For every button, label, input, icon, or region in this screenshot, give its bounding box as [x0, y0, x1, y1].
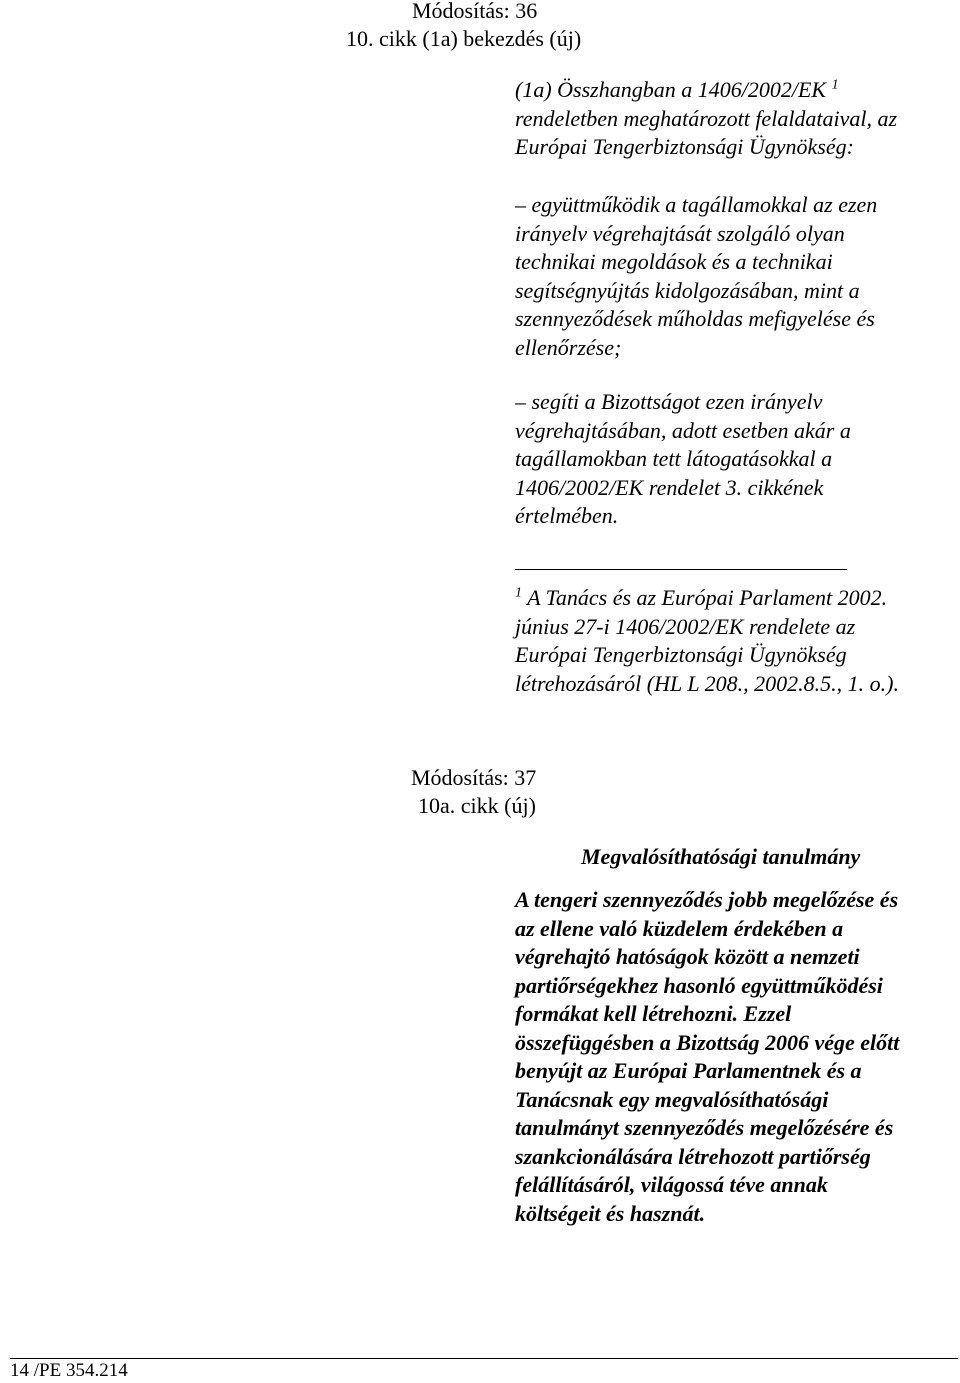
amendment-36-heading: Módosítás: 36: [412, 0, 538, 23]
footnote-line: A Tanács és az Európai Parlament 2002.: [527, 585, 888, 610]
item1-line: szennyeződések műholdas mefigyelése és: [515, 306, 875, 331]
intro-line-3: Európai Tengerbiztonsági Ügynökség:: [515, 134, 854, 159]
body-line: szankcionálására létrehozott partiőrség: [515, 1143, 871, 1169]
item1-line: technikai megoldások és a technikai: [515, 249, 833, 274]
footnote-number: 1: [515, 585, 522, 601]
body-line: A tengeri szennyeződés jobb megelőzése és: [515, 887, 899, 912]
footnote-line: Európai Tengerbiztonsági Ügynökség: [515, 642, 847, 667]
intro-line-1: (1a) Összhangban a 1406/2002/EK: [515, 77, 827, 102]
item1-line: ellenőrzése;: [515, 334, 622, 360]
amendment-37-article: 10a. cikk (új): [418, 793, 536, 818]
item1-line: irányelv végrehajtását szolgáló olyan: [515, 220, 845, 246]
item2-line: tagállamokban tett látogatásokkal a: [515, 446, 833, 471]
body-line: formákat kell létrehozni. Ezzel: [515, 1001, 792, 1026]
body-line: benyújt az Európai Parlamentnek és a: [515, 1058, 862, 1083]
amendment-37-title: Megvalósíthatósági tanulmány: [581, 844, 861, 869]
footnote: [515, 584, 899, 698]
item2-line: végrehajtásában, adott esetben akár a: [515, 417, 851, 443]
amendment-36-item-2: [515, 388, 851, 531]
item2-line: értelmében.: [515, 503, 619, 528]
footnote-line: június 27-i 1406/2002/EK rendelete az: [515, 613, 856, 639]
item1-line: segítségnyújtás kidolgozásában, mint a: [515, 277, 860, 303]
body-line: összefüggésben a Bizottság 2006 vége előtt: [515, 1029, 900, 1055]
footnote-line: létrehozásáról (HL L 208., 2002.8.5., 1. o.).: [515, 670, 900, 696]
amendment-36-intro: [515, 76, 897, 162]
amendment-37-heading: Módosítás: 37: [411, 765, 537, 790]
amendment-36-item-1: [515, 191, 877, 362]
body-line: tanulmányt szennyeződés megelőzésére és: [515, 1115, 894, 1140]
body-line: költségeit és hasznát.: [515, 1200, 706, 1226]
body-line: Tanácsnak egy megvalósíthatósági: [515, 1086, 829, 1112]
body-line: végrehajtó hatóságok között a nemzeti: [515, 944, 860, 969]
body-line: felállításáról, világossá téve annak: [515, 1172, 828, 1197]
amendment-37-body: [515, 886, 899, 1228]
footer-page-ref: 14 /PE 354.214: [10, 1360, 128, 1381]
intro-line-2: rendeletben meghatározott felaldataival, az: [515, 105, 898, 131]
item1-line: – együttműködik a tagállamokkal az ezen: [515, 192, 878, 217]
item2-line: – segíti a Bizottságot ezen irányelv: [515, 389, 823, 414]
amendment-36-article: 10. cikk (1a) bekezdés (új): [346, 26, 582, 51]
body-line: az ellene való küzdelem érdekében a: [515, 915, 844, 941]
footnote-ref: 1: [831, 77, 839, 93]
body-line: partiőrségekhez hasonló együttműködési: [515, 972, 883, 998]
item2-line: 1406/2002/EK rendelet 3. cikkének: [515, 474, 824, 500]
footer-rule: [10, 1358, 958, 1359]
footnote-separator: [515, 569, 847, 570]
